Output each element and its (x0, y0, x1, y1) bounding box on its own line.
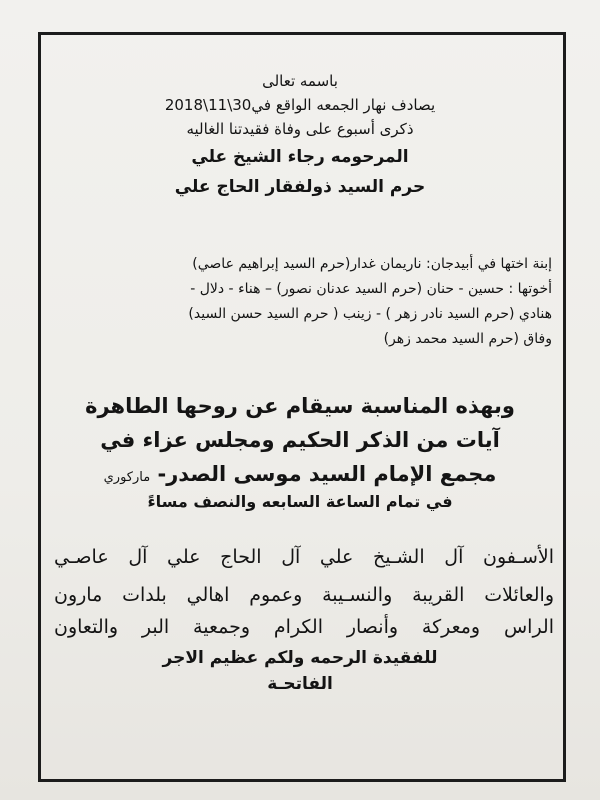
announcement-line-3 (40, 462, 560, 486)
family-line: أخوتها : حسين - حنان (حرم السيد عدنان نصور) – هناء - دلال - (190, 281, 552, 297)
venue-name: مجمع الإمام السيد موسى الصدر- (157, 462, 497, 486)
venue-town: ماركوري (103, 470, 151, 485)
fatiha: الفاتحـة (267, 674, 333, 694)
closing-line: للفقيدة الرحمه ولكم عظيم الاجر (162, 648, 438, 668)
announcement-time: في تمام الساعة السابعه والنصف مساءً (147, 492, 453, 511)
invocation: باسمه تعالى (262, 72, 338, 90)
announcement-line-1: وبهذه المناسبة سيقام عن روحها الطاهرة (85, 394, 515, 418)
deceased-name: المرحومه رجاء الشيخ علي (191, 147, 409, 167)
spouse-line: حرم السيد ذولفقار الحاج علي (174, 177, 426, 197)
condolence-line: الأسـفون آل الشـيخ علي آل الحاج علي آل عاصـي (54, 546, 554, 568)
condolence-line: الراس ومعركة وأنصار الكرام وجمعية البر والتعاون (54, 616, 554, 638)
family-line: هنادي (حرم السيد نادر زهر ) - زينب ( حرم السيد حسن السيد) (188, 306, 552, 322)
family-line: وفاق (حرم السيد محمد زهر) (383, 331, 552, 347)
family-line: إبنة اختها في أبيدجان: ناريمان غدار(حرم السيد إبراهيم عاصي) (192, 256, 552, 272)
condolence-line: والعائلات القريبة والنسـيبة وعموم اهالي بلدات مارون (54, 584, 554, 606)
date-line: يصادف نهار الجمعه الواقع في30\11\2018 (164, 96, 436, 114)
occasion-line: ذكرى أسبوع على وفاة فقيدتنا الغاليه (186, 120, 414, 138)
announcement-line-2: آيات من الذكر الحكيم ومجلس عزاء في (100, 428, 500, 452)
